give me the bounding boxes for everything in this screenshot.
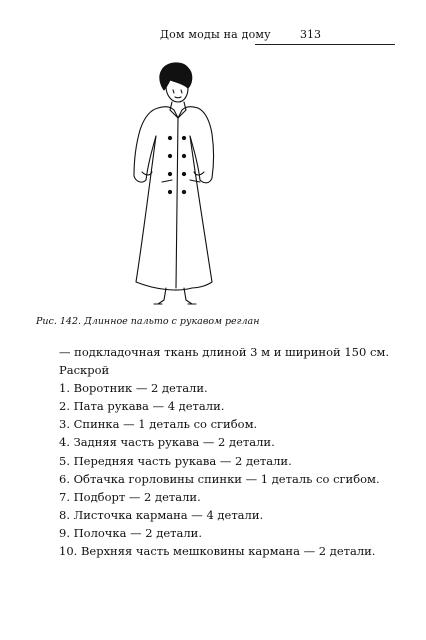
list-item: 7. Подборт — 2 детали. bbox=[59, 489, 201, 504]
intro-paragraph: — подкладочная ткань длиной 3 м и шириной 150 см. bbox=[59, 345, 389, 359]
page-number: 313 bbox=[300, 28, 321, 41]
coat-illustration bbox=[100, 60, 240, 310]
body-text bbox=[33, 343, 393, 560]
list-item: 5. Передняя часть рукава — 2 детали. bbox=[59, 453, 292, 468]
list-item: 4. Задняя часть рукава — 2 детали. bbox=[59, 435, 275, 450]
header-rule bbox=[255, 44, 395, 45]
list-item: 10. Верхняя часть мешковины кармана — 2 детали. bbox=[59, 544, 376, 559]
list-item: 2. Пата рукава — 4 детали. bbox=[59, 399, 225, 414]
list-item: 1. Воротник — 2 детали. bbox=[59, 381, 208, 396]
list-item: 6. Обтачка горловины спинки — 1 деталь со сгибом. bbox=[59, 471, 380, 486]
figure-caption: Рис. 142. Длинное пальто с рукавом реглан bbox=[36, 316, 260, 327]
section-title: Раскрой bbox=[59, 363, 110, 378]
running-title: Дом моды на дому bbox=[160, 28, 271, 41]
list-item: 9. Полочка — 2 детали. bbox=[59, 525, 202, 540]
list-item: 3. Спинка — 1 деталь со сгибом. bbox=[59, 417, 258, 432]
list-item: 8. Листочка кармана — 4 детали. bbox=[59, 507, 264, 522]
